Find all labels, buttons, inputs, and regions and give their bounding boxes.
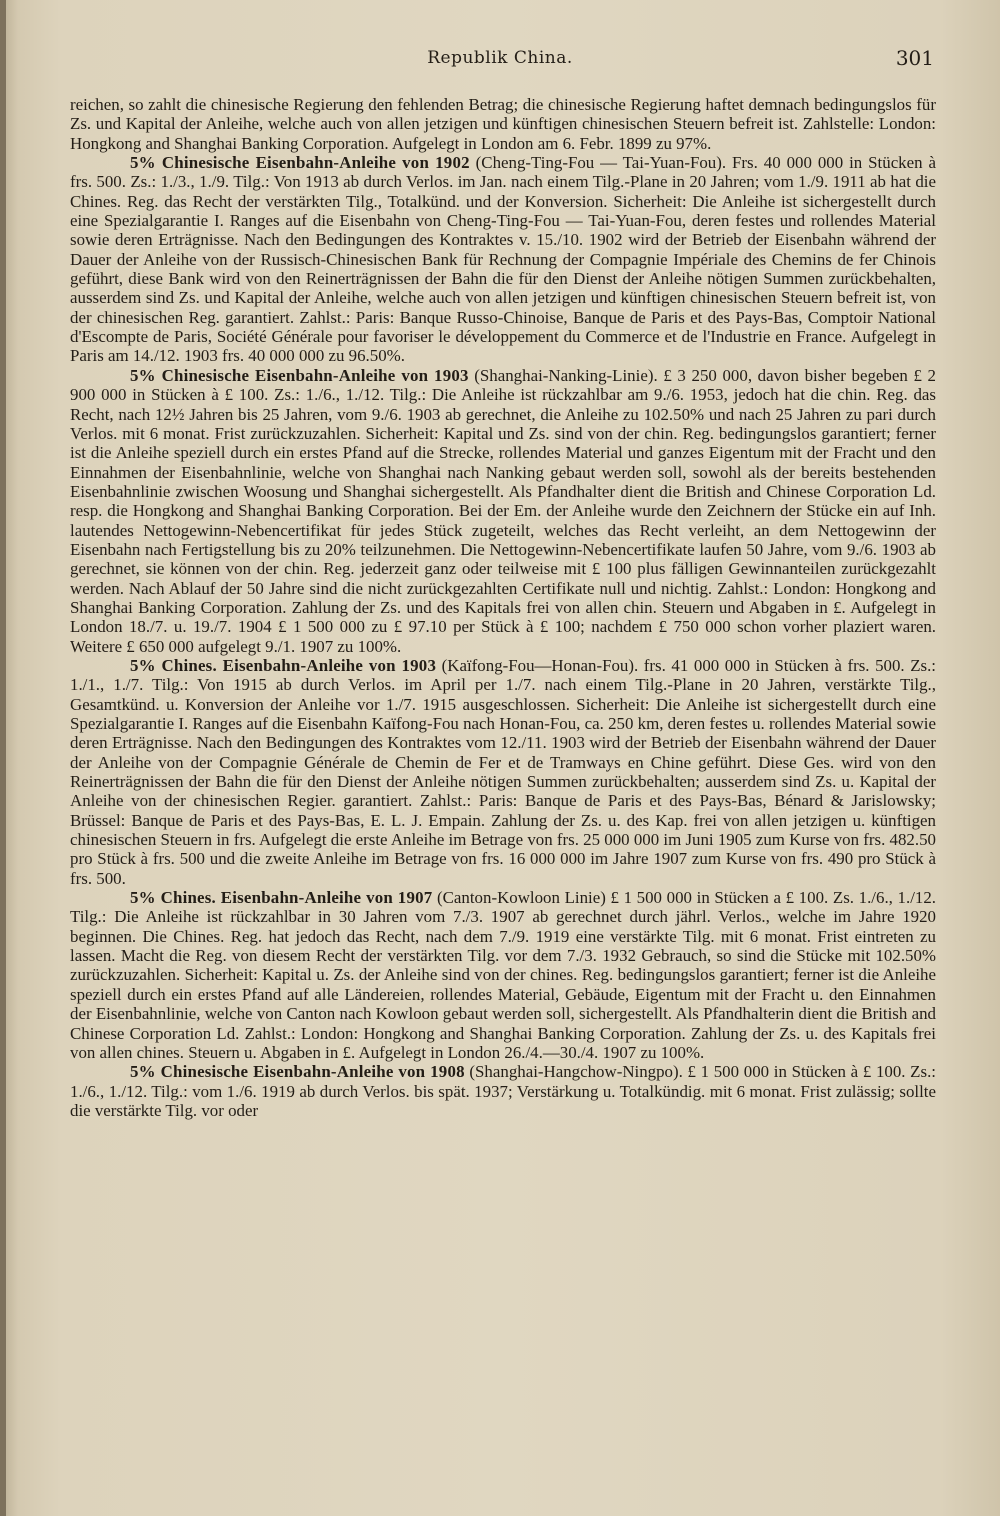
paragraph-continuation [70, 95, 936, 153]
loan-entry-1903-shanghai-nanking [70, 366, 936, 656]
entry-heading: 5% Chinesische Eisenbahn-Anleihe von 1908 [130, 1062, 465, 1082]
entry-text: (Kaïfong-Fou—Honan-Fou). frs. 41 000 000 in Stücken à frs. 500. Zs.: 1./1., 1./7. Tilg.: Von 1915 ab durch Verlos. im April per 1./7. nach einem Tilg.-Plane in 20 Jahren, verstärkte Tilg., Gesamtkünd. u. Konversion der Anleihe vor 1./7. 1915 ausgeschlossen. Sicherheit: Die Anleihe ist sichergestellt durch eine Spezialgarantie I. Ranges auf die Eisenbahn Kaïfong-Fou nach Honan-Fou, ca. 250 km, deren festes u. rollendes Material sowie deren Erträgnisse. Nach den Bedingungen des Kontraktes vom 12./11. 1903 wird der Betrieb der Eisenbahn während der Dauer der Anleihe von der Compagnie Générale de Chemin de Fer et de Tramways en Chine geführt. Diese Ges. wird von den Reinerträgnissen der Bahn die für den Dienst der Anleihe nötigen Summen zurückbehalten; ausserdem sind Zs. u. Kapital der Anleihe von der chinesischen Regier. garantiert. Zahlst.: Paris: Banque de Paris et des Pays-Bas, Bénard & Jarislowsky; Brüssel: Banque de Paris et des Pays-Bas, E. L. J. Empain. Zahlung der Zs. u. des Kap. frei von allen jetzigen u. künftigen chinesischen Steuern in frs. Aufgelegt die erste Anleihe im Betrage von frs. 25 000 000 im Juni 1905 zum Kurse von frs. 482.50 pro Stück à frs. 500 und die zweite Anleihe im Betrage von frs. 16 000 000 im Jahre 1907 zum Kurse von frs. 490 pro Stück à frs. 500. [70, 655, 936, 888]
entry-text: (Cheng-Ting-Fou — Tai-Yuan-Fou). Frs. 40 000 000 in Stücken à frs. 500. Zs.: 1./3., 1./9. Tilg.: Von 1913 ab durch Verlos. im Jan. nach einem Tilg.-Plane in 20 Jahren; vom 1./9. 1911 ab hat die Chines. Reg. das Recht der verstärkten Tilg., Totalkünd. und der Konversion. Sicherheit: Die Anleihe ist sichergestellt durch eine Spezialgarantie I. Ranges auf die Eisenbahn von Cheng-Ting-Fou — Tai-Yuan-Fou, deren festes und rollendes Material sowie deren Erträgnisse. Nach den Bedingungen des Kontraktes v. 15./10. 1902 wird der Betrieb der Eisenbahn während der Dauer der Anleihe von der Russisch-Chinesischen Bank für Rechnung der Compagnie Impériale des Chemins de fer Chinois geführt, diese Bank wird von den Reinerträgnissen der Bahn die für den Dienst der Anleihe nötigen Summen zurückbehalten, ausserdem sind Zs. und Kapital der Anleihe, welche auch von allen jetzigen und künftigen chinesischen Steuern befreit ist, von der chinesischen Reg. garantiert. Zahlst.: Paris: Banque Russo-Chinoise, Banque de Paris et des Pays-Bas, Comptoir National d'Escompte de Paris, Société Générale pour favoriser le développement du Commerce et de l'Industrie en France. Aufgelegt in Paris am 14./12. 1903 frs. 40 000 000 zu 96.50%. [70, 153, 936, 366]
entry-heading: 5% Chinesische Eisenbahn-Anleihe von 1902 [130, 153, 470, 173]
loan-entry-1907 [70, 888, 936, 1062]
entry-text: (Shanghai-Nanking-Linie). £ 3 250 000, davon bisher begeben £ 2 900 000 in Stücken à £ 100. Zs.: 1./6., 1./12. Tilg.: Die Anleihe ist rückzahlbar am 9./6. 1953, jedoch hat die chin. Reg. das Recht, nach 12½ Jahren bis 25 Jahren, vom 9./6. 1903 ab gerechnet, die Anleihe zu 102.50% und nach 25 Jahren zu pari durch Verlos. mit 6 monat. Frist zurückzuzahlen. Sicherheit: Kapital und Zs. sind von der chin. Reg. bedingungslos garantiert; ferner ist die Anleihe speziell durch ein erstes Pfand auf die Strecke, rollendes Material und ganzes Eigentum mit der Fracht und den Einnahmen der Eisenbahnlinie, welche von Shanghai nach Nanking gebaut werden soll, sowohl als der bereits bestehenden Eisenbahnlinie zwischen Woosung und Shanghai sichergestellt. Als Pfandhalter dient die British and Chinese Corporation Ld. resp. die Hongkong and Shanghai Banking Corporation. Bei der Em. der Anleihe wurde den Zeichnern der Stücke ein auf Inh. lautendes Nettogewinn-Nebencertifikat für jedes Stück zugeteilt, welches das Recht verleiht, an dem Nettogewinn der Eisenbahn nach Fertigstellung bis zu 20% teilzunehmen. Die Nettogewinn-Nebencertifikate laufen 50 Jahre, vom 9./6. 1903 ab gerechnet, sie können von der chin. Reg. jederzeit ganz oder teilweise mit £ 100 plus fälligen Gewinnanteilen zurückgezahlt werden. Nach Ablauf der 50 Jahre sind die nicht zurückgezahlten Certifikate null und nichtig. Zahlst.: London: Hongkong and Shanghai Banking Corporation. Zahlung der Zs. und des Kapitals frei von allen chin. Steuern und Abgaben in £. Aufgelegt in London 18./7. u. 19./7. 1904 £ 1 500 000 zu £ 97.10 per Stück à £ 100; nachdem £ 750 000 schon vorher plaziert waren. Weitere £ 650 000 aufgelegt 9./1. 1907 zu 100%. [70, 365, 936, 656]
entry-heading: 5% Chines. Eisenbahn-Anleihe von 1903 [130, 655, 437, 675]
paragraph-text: reichen, so zahlt die chinesische Regierung den fehlenden Betrag; die chinesische Regierung haftet demnach bedingungslos für Zs. und Kapital der Anleihe, welche auch von allen jetzigen und künftigen chinesischen Steuern befreit ist. Zahlstelle: London: Hongkong and Shanghai Banking Corporation. Aufgelegt in London am 6. Febr. 1899 zu 97%. [70, 95, 936, 153]
loan-entry-1908 [70, 1062, 936, 1120]
book-binding-edge [0, 0, 6, 1516]
loan-entry-1903-kaifong-honan [70, 656, 936, 888]
loan-entry-1902 [70, 153, 936, 366]
entry-text: (Canton-Kowloon Linie) £ 1 500 000 in Stücken a £ 100. Zs. 1./6., 1./12. Tilg.: Die Anleihe ist rückzahlbar in 30 Jahren vom 7./3. 1907 ab gerechnet durch jährl. Verlos., welche im Jahre 1920 beginnen. Die Chines. Reg. hat jedoch das Recht, nach dem 7./9. 1919 eine verstärkte Tilg. mit 6 monat. Frist eintreten zu lassen. Macht die Reg. von diesem Recht der verstärkten Tilg. vor dem 7./3. 1932 Gebrauch, so sind die Stücke mit 102.50% zurückzuzahlen. Sicherheit: Kapital u. Zs. der Anleihe sind von der chines. Reg. bedingungslos garantiert; ferner ist die Anleihe speziell durch ein erstes Pfand auf alle Ländereien, rollendes Material, Gebäude, Eigentum mit der Fracht u. den Einnahmen der Eisenbahnlinie, welche von Canton nach Kowloon gebaut werden soll, sichergestellt. Als Pfandhalterin dient die British and Chinese Corporation Ld. Zahlst.: London: Hongkong and Shanghai Banking Corporation. Zahlung der Zs. u. des Kapitals frei von allen chines. Steuern u. Abgaben in £. Aufgelegt in London 26./4.—30./4. 1907 zu 100%. [70, 888, 937, 1062]
page-number: 301 [895, 46, 934, 70]
entry-text: (Shanghai-Hangchow-Ningpo). £ 1 500 000 in Stücken à £ 100. Zs.: 1./6., 1./12. Tilg.: vom 1./6. 1919 ab durch Verlos. bis spät. 1937; Verstärkung u. Totalkündig. mit 6 monat. Frist zulässig; sollte die verstärkte Tilg. vor oder [70, 1062, 936, 1120]
entry-heading: 5% Chinesische Eisenbahn-Anleihe von 1903 [130, 365, 469, 385]
page-header [0, 48, 1000, 72]
entry-heading: 5% Chines. Eisenbahn-Anleihe von 1907 [130, 888, 433, 908]
body-text [70, 95, 936, 1120]
running-title: Republik China. [427, 48, 573, 68]
